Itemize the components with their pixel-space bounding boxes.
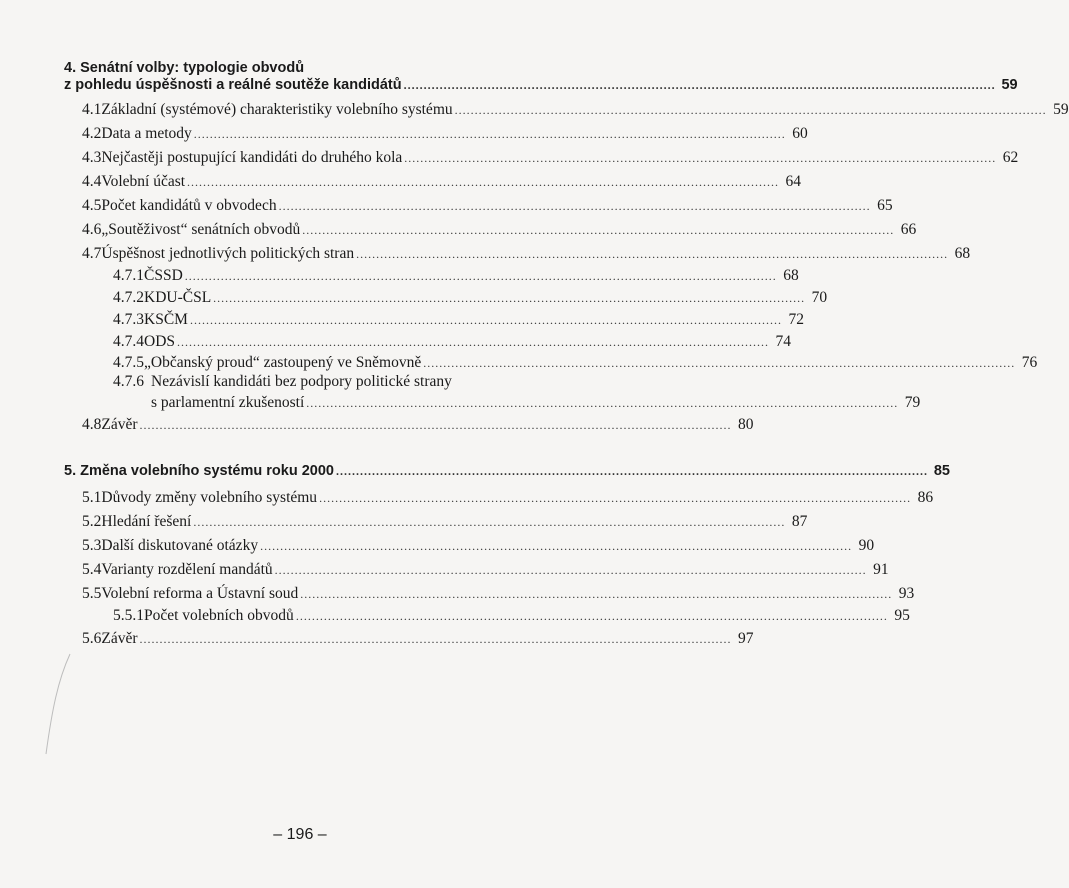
toc-entry-5-2[interactable] xyxy=(0,513,808,535)
dot-leader: .................................................................................................................................................... xyxy=(184,269,777,283)
entry-title: ODS xyxy=(144,333,176,350)
entry-title: Závěr xyxy=(101,630,138,647)
entry-title: Základní (systémové) charakteristiky volebního systému xyxy=(101,101,453,118)
entry-number: 5.1 xyxy=(82,489,102,506)
entry-page: 74 xyxy=(775,333,792,350)
toc-entry-4-4[interactable] xyxy=(0,173,802,195)
toc-entry-4-7-4[interactable] xyxy=(0,333,792,355)
entry-number: 4.8 xyxy=(82,416,102,433)
dot-leader: .................................................................................................................................................... xyxy=(306,396,899,410)
entry-number: 4.7.1 xyxy=(113,267,144,284)
dot-leader: .................................................................................................................................................... xyxy=(423,356,1016,370)
entry-title: Nejčastěji postupující kandidáti do druhého kola xyxy=(101,149,403,166)
chapter-4-page: 59 xyxy=(1001,77,1018,93)
entry-page: 72 xyxy=(788,311,804,328)
entry-number: 4.7.5 xyxy=(113,354,144,371)
entry-number: 5.6 xyxy=(82,630,102,647)
toc-entry-5-5-1[interactable] xyxy=(0,607,910,629)
entry-number: 5.2 xyxy=(82,513,102,530)
entry-number: 4.7.4 xyxy=(113,333,144,350)
dot-leader: .................................................................................................................................................... xyxy=(302,223,895,237)
dot-leader: .................................................................................................................................................... xyxy=(139,418,732,432)
entry-title: Závěr xyxy=(101,416,138,433)
dot-leader: .................................................................................................................................................... xyxy=(300,587,893,601)
entry-title: Volební účast xyxy=(101,173,186,190)
dot-leader: .................................................................................................................................................... xyxy=(278,199,871,213)
chapter-4-heading[interactable] xyxy=(0,77,1018,99)
dot-leader: .................................................................................................................................................... xyxy=(193,515,786,529)
pencil-mark xyxy=(40,650,80,760)
entry-page: 62 xyxy=(1002,149,1019,166)
entry-title: Počet kandidátů v obvodech xyxy=(101,197,277,214)
entry-page: 59 xyxy=(1053,101,1069,118)
entry-title: Varianty rozdělení mandátů xyxy=(101,561,273,578)
toc-entry-5-5[interactable] xyxy=(0,585,915,607)
toc-entry-4-7[interactable] xyxy=(0,245,971,267)
entry-number: 4.5 xyxy=(82,197,102,214)
entry-number: 4.7.2 xyxy=(113,289,144,306)
entry-page: 68 xyxy=(783,267,799,284)
page-number: – 196 – xyxy=(273,826,327,843)
entry-number: 4.1 xyxy=(82,101,102,118)
entry-page: 87 xyxy=(791,513,808,530)
dot-leader: .................................................................................................................................................... xyxy=(319,491,912,505)
entry-title: KSČM xyxy=(144,311,188,328)
toc-entry-5-6[interactable] xyxy=(0,630,754,652)
toc-entry-5-3[interactable] xyxy=(0,537,875,559)
toc-entry-4-7-6-line1[interactable] xyxy=(113,373,452,391)
entry-title: Data a metody xyxy=(101,125,192,142)
dot-leader: .................................................................................................................................................... xyxy=(189,313,782,327)
entry-title: KDU-ČSL xyxy=(144,289,212,306)
entry-number: 4.7.3 xyxy=(113,311,144,328)
entry-page: 86 xyxy=(917,489,934,506)
entry-page: 91 xyxy=(873,561,889,578)
entry-title: Úspěšnost jednotlivých politických stran xyxy=(101,245,355,262)
dot-leader: .................................................................................................................................................... xyxy=(187,175,780,189)
entry-number: 4.4 xyxy=(82,173,102,190)
toc-entry-4-7-2[interactable] xyxy=(0,289,828,311)
dot-leader: .................................................................................................................................................... xyxy=(454,103,1047,117)
entry-number: 5.5 xyxy=(82,585,102,602)
dot-leader: .................................................................................................................................................... xyxy=(403,78,996,92)
dot-leader: .................................................................................................................................................... xyxy=(356,247,949,261)
entry-title: Hledání řešení xyxy=(101,513,192,530)
entry-page: 70 xyxy=(811,289,828,306)
toc-entry-4-8[interactable] xyxy=(0,416,754,438)
toc-entry-4-2[interactable] xyxy=(0,125,808,147)
entry-page: 64 xyxy=(785,173,802,190)
dot-leader: .................................................................................................................................................... xyxy=(139,632,732,646)
dot-leader: .................................................................................................................................................... xyxy=(177,335,770,349)
entry-title: Počet volebních obvodů xyxy=(144,607,294,624)
entry-title: Další diskutované otázky xyxy=(101,537,259,554)
toc-entry-4-1[interactable] xyxy=(0,101,1069,123)
dot-leader: .................................................................................................................................................... xyxy=(260,539,853,553)
entry-number: 5.5.1 xyxy=(113,607,144,624)
toc-entry-4-7-6[interactable] xyxy=(0,394,921,416)
toc-entry-4-7-3[interactable] xyxy=(0,311,804,333)
entry-number: 5.3 xyxy=(82,537,102,554)
entry-page: 80 xyxy=(738,416,754,433)
toc-entry-4-5[interactable] xyxy=(0,197,893,219)
entry-title: „Občanský proud“ zastoupený ve Sněmovně xyxy=(144,354,422,371)
entry-title: „Soutěživost“ senátních obvodů xyxy=(101,221,301,238)
entry-number: 5.4 xyxy=(82,561,102,578)
toc-entry-4-3[interactable] xyxy=(0,149,1019,171)
dot-leader: .................................................................................................................................................... xyxy=(335,464,928,478)
dot-leader: .................................................................................................................................................... xyxy=(404,151,997,165)
dot-leader: .................................................................................................................................................... xyxy=(213,291,806,305)
entry-page: 66 xyxy=(900,221,917,238)
chapter-5-page: 85 xyxy=(933,463,950,479)
entry-page: 76 xyxy=(1021,354,1038,371)
entry-page: 95 xyxy=(894,607,910,624)
dot-leader: .................................................................................................................................................... xyxy=(295,609,888,623)
entry-page: 93 xyxy=(898,585,915,602)
dot-leader: .................................................................................................................................................... xyxy=(274,563,867,577)
entry-number: 4.3 xyxy=(82,149,102,166)
chapter-4-heading-line2: z pohledu úspěšnosti a reálné soutěže kandidátů xyxy=(64,77,402,93)
entry-number: 4.7 xyxy=(82,245,102,262)
toc-entry-4-7-1[interactable] xyxy=(0,267,799,289)
dot-leader: .................................................................................................................................................... xyxy=(193,127,786,141)
entry-page: 97 xyxy=(738,630,754,647)
entry-title-continued: s parlamentní zkušeností xyxy=(151,394,305,411)
entry-title: Volební reforma a Ústavní soud xyxy=(101,585,299,602)
entry-number: 4.6 xyxy=(82,221,102,238)
entry-number: 4.7.6 xyxy=(113,373,144,390)
entry-page: 60 xyxy=(792,125,808,142)
entry-page: 90 xyxy=(858,537,875,554)
entry-page: 68 xyxy=(954,245,971,262)
entry-number: 4.2 xyxy=(82,125,102,142)
chapter-5-title: 5. Změna volebního systému roku 2000 xyxy=(64,463,334,479)
entry-page: 79 xyxy=(904,394,921,411)
entry-title: ČSSD xyxy=(144,267,183,284)
entry-page: 65 xyxy=(877,197,893,214)
entry-title: Důvody změny volebního systému xyxy=(101,489,318,506)
toc-entry-5-4[interactable] xyxy=(0,561,889,583)
toc-entry-4-6[interactable] xyxy=(0,221,917,243)
chapter-5-heading[interactable] xyxy=(0,463,950,485)
chapter-4-heading-line1: 4. Senátní volby: typologie obvodů xyxy=(64,60,305,76)
toc-entry-5-1[interactable] xyxy=(0,489,934,511)
entry-title: Nezávislí kandidáti bez podpory politické strany xyxy=(151,373,452,390)
